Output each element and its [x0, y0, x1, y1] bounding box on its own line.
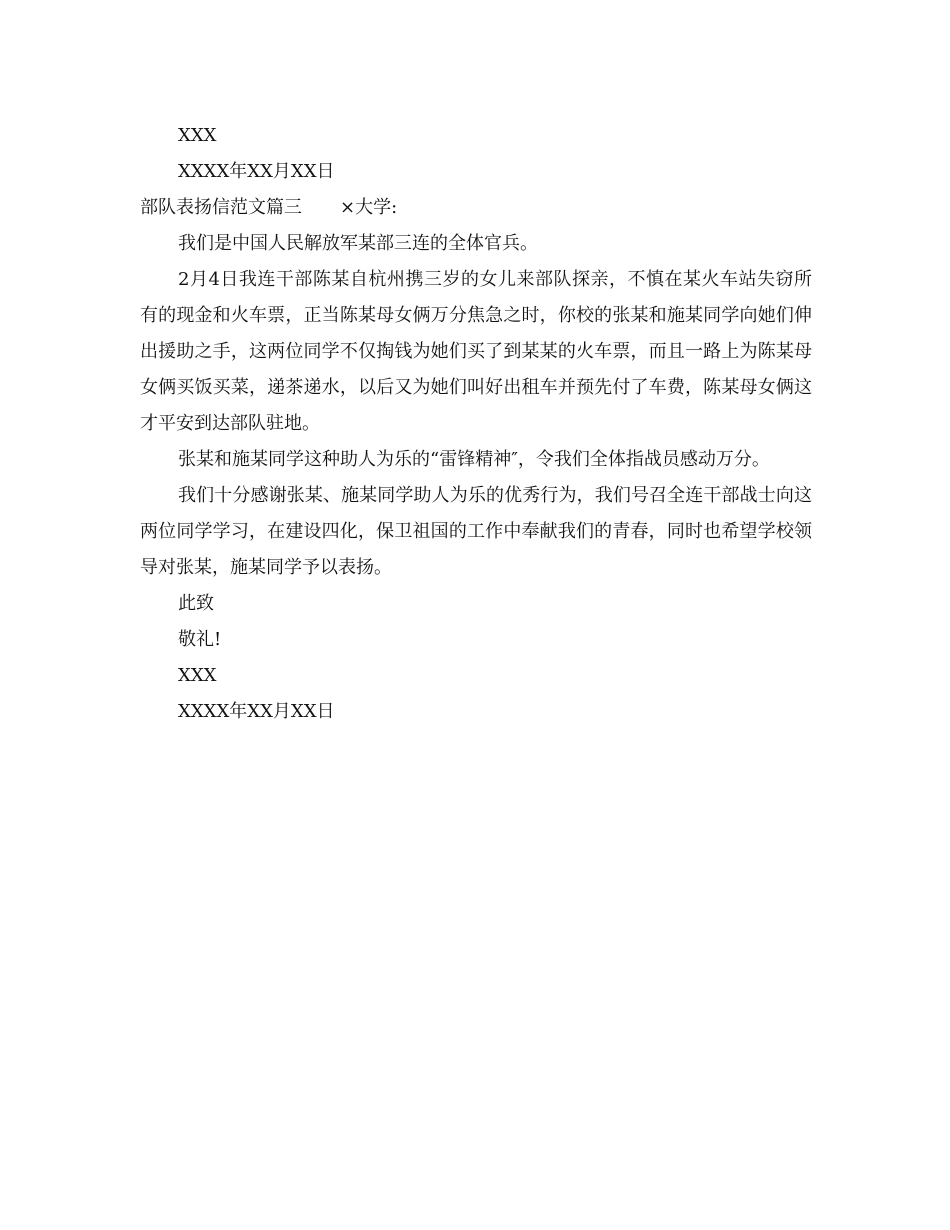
- paragraph-2: 2月4日我连干部陈某自杭州携三岁的女儿来部队探亲，不慎在某火车站失窃所有的现金和火车票，正当陈某母女俩万分焦急之时，你校的张某和施某同学向她们伸出援助之手，这两位同学不仅掏钱为她们买了到某某的火车票，而且一路上为陈某母女俩买饭买菜，递茶递水，以后又为她们叫好出租车并预先付了车费，陈某母女俩这才平安到达部队驻地。: [140, 269, 812, 434]
- top-signature: XXX: [178, 125, 217, 146]
- section-title: 部队表扬信范文篇三: [140, 197, 302, 218]
- paragraph-1: 我们是中国人民解放军某部三连的全体官兵。: [178, 233, 538, 254]
- closing-line-1: 此致: [178, 593, 214, 614]
- paragraph-3: 张某和施某同学这种助人为乐的“雷锋精神″，令我们全体指战员感动万分。: [178, 449, 770, 470]
- salutation: ×大学:: [340, 197, 398, 218]
- section-heading: [140, 190, 812, 226]
- paragraph-4: 我们十分感谢张某、施某同学助人为乐的优秀行为，我们号召全连干部战士向这两位同学学习，在建设四化，保卫祖国的工作中奉献我们的青春，同时也希望学校领导对张某，施某同学予以表扬。: [140, 485, 812, 578]
- top-date: XXXX年XX月XX日: [178, 161, 335, 182]
- bottom-date: XXXX年XX月XX日: [178, 701, 335, 722]
- closing-line-2: 敬礼!: [178, 629, 222, 650]
- bottom-signature: XXX: [178, 665, 217, 686]
- letter-text: [140, 118, 812, 730]
